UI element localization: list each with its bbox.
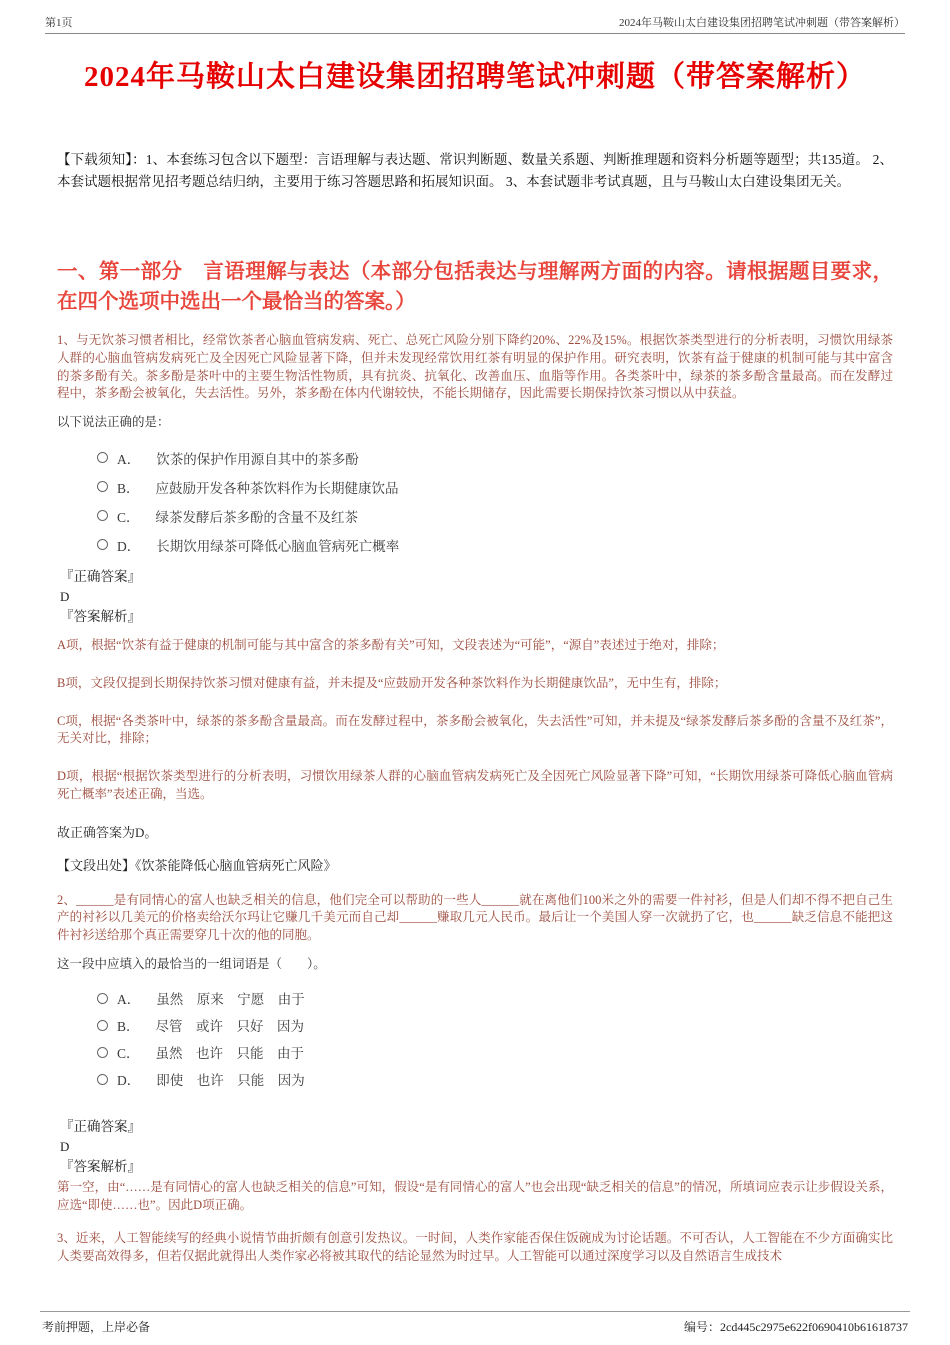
option-row-d[interactable] — [97, 1066, 893, 1093]
analysis-paragraph-b: B项，文段仅提到长期保持饮茶习惯对健康有益，并未提及“应鼓励开发各种茶饮料作为长期健康饮品”，无中生有，排除； — [57, 675, 727, 690]
option-label: B． — [117, 480, 140, 496]
option-row-b[interactable] — [97, 472, 893, 501]
radio-icon[interactable] — [97, 1074, 108, 1085]
radio-icon[interactable] — [97, 510, 108, 521]
option-text: 应鼓励开发各种茶饮料作为长期健康饮品 — [155, 480, 399, 496]
option-label: D． — [117, 538, 141, 554]
footer-serial-label: 编号： — [684, 1320, 721, 1334]
question-2 — [57, 892, 893, 1215]
question-2-prompt: 这一段中应填入的最恰当的一组词语是（ ）。 — [57, 956, 326, 971]
option-label: C． — [117, 509, 140, 525]
option-text: 绿茶发酵后茶多酚的含量不及红茶 — [155, 509, 359, 525]
question-3 — [57, 1230, 893, 1266]
option-label: B． — [117, 1019, 140, 1035]
option-text: 长期饮用绿茶可降低心脑血管病死亡概率 — [156, 538, 400, 554]
option-row-d[interactable] — [97, 530, 893, 559]
conclusion-line: 故正确答案为D。 — [57, 824, 158, 840]
analysis-label: 『答案解析』 — [60, 609, 141, 625]
question-1-prompt: 以下说法正确的是： — [57, 415, 170, 430]
correct-answer-label: 『正确答案』 — [60, 569, 141, 585]
question-3-body: 3、近来，人工智能续写的经典小说情节曲折颇有创意引发热议。一时间，人类作家能否保住饭碗成为讨论话题。不可否认，人工智能在不少方面确实比人类要高效得多，但若仅据此就得出人类作家必将被其取代的结论显然为时过早。人工智能可以通过深度学习以及自然语言生成技术 — [57, 1231, 893, 1264]
option-text: 虽然 原来 宁愿 由于 — [156, 992, 305, 1008]
radio-icon[interactable] — [97, 1047, 108, 1058]
question-1-answer-block — [57, 567, 893, 627]
analysis-paragraph-a: A项，根据“饮茶有益于健康的机制可能与其中富含的茶多酚有关”可知，文段表述为“可能”，“源自”表述过于绝对，排除； — [57, 638, 725, 653]
question-2-body: 2、______是有同情心的富人也缺乏相关的信息，他们完全可以帮助的一些人______就在离他们100米之外的需要一件衬衫，但是人们却不得不把自己生产的衬衫以几美元的价格卖给沃尔玛让它赚几千美元而自己却______赚取几元人民币。最后让一个美国人穿一次就扔了它，也______缺乏信息不能把这件衬衫送给那个真正需要穿几十次的他的同胞。 — [57, 892, 893, 943]
option-text: 尽管 或许 只好 因为 — [155, 1019, 305, 1035]
option-row-c[interactable] — [97, 1039, 893, 1066]
analysis-paragraph-d: D项，根据“根据饮茶类型进行的分析表明，习惯饮用绿茶人群的心脑血管病发病死亡及全因死亡风险显著下降”可知，“长期饮用绿茶可降低心脑血管病死亡概率”表述正确，当选。 — [57, 769, 893, 801]
correct-answer-label: 『正确答案』 — [60, 1118, 141, 1134]
header-running-title: 2024年马鞍山太白建设集团招聘笔试冲刺题（带答案解析） — [619, 17, 905, 29]
option-text: 虽然 也许 只能 由于 — [155, 1046, 305, 1062]
option-row-a[interactable] — [97, 985, 893, 1012]
header-divider — [45, 33, 905, 34]
question-2-answer-block — [57, 1117, 893, 1177]
radio-icon[interactable] — [97, 452, 108, 463]
radio-icon[interactable] — [97, 993, 108, 1004]
option-row-b[interactable] — [97, 1012, 893, 1039]
question-2-options — [57, 985, 893, 1093]
option-text: 即使 也许 只能 因为 — [156, 1073, 305, 1089]
footer-slogan: 考前押题，上岸必备 — [42, 1320, 151, 1334]
footer-divider — [40, 1311, 910, 1312]
question-1-body: 1、与无饮茶习惯者相比，经常饮茶者心脑血管病发病、死亡、总死亡风险分别下降约20%、22%及15%。根据饮茶类型进行的分析表明，习惯饮用绿茶人群的心脑血管病发病死亡及全因死亡风险显著下降，但并未发现经常饮用红茶有明显的保护作用。研究表明，饮茶有益于健康的机制可能与其中富含的茶多酚有关。茶多酚是茶叶中的主要生物活性物质，具有抗炎、抗氧化、改善血压、血脂等作用。各类茶叶中，绿茶的茶多酚含量最高。而在发酵过程中，茶多酚会被氧化，失去活性。另外，茶多酚在体内代谢较快，不能长期储存，因此需要长期保持饮茶习惯以从中获益。 — [57, 333, 893, 401]
page-number: 第1页 — [45, 17, 73, 29]
footer-serial — [684, 1318, 908, 1335]
correct-answer-value: D — [60, 589, 70, 605]
option-label: C． — [117, 1046, 140, 1062]
correct-answer-value: D — [60, 1138, 70, 1154]
analysis-paragraph: 第一空，由“……是有同情心的富人也缺乏相关的信息”可知，假设“是有同情心的富人”也会出现“缺乏相关的信息”的情况，所填词应表示让步假设关系，应选“即使……也”。因此D项正确。 — [57, 1179, 893, 1212]
footer-serial-value: 2cd445c2975e622f0690410b61618737 — [720, 1320, 908, 1334]
option-row-a[interactable] — [97, 443, 893, 472]
analysis-paragraph-c: C项，根据“各类茶叶中，绿茶的茶多酚含量最高。而在发酵过程中，茶多酚会被氧化，失去活性”可知，并未提及“绿茶发酵后茶多酚的含量不及红茶”，无关对比，排除； — [57, 713, 893, 746]
source-line: 【文段出处】《饮茶能降低心脑血管病死亡风险》 — [57, 857, 337, 873]
document-title: 2024年马鞍山太白建设集团招聘笔试冲刺题（带答案解析） — [83, 61, 866, 93]
radio-icon[interactable] — [97, 1020, 108, 1031]
question-1-options — [57, 443, 893, 559]
option-label: D． — [117, 1073, 141, 1089]
radio-icon[interactable] — [97, 539, 108, 550]
analysis-label: 『答案解析』 — [60, 1158, 141, 1174]
page-footer — [42, 1318, 908, 1335]
radio-icon[interactable] — [97, 481, 108, 492]
section-heading: 一、第一部分 言语理解与表达（本部分包括表达与理解两方面的内容。请根据题目要求，在四个选项中选出一个最恰当的答案。） — [57, 260, 893, 314]
option-label: A． — [117, 992, 141, 1008]
option-label: A． — [117, 451, 141, 467]
option-text: 饮茶的保护作用源自其中的茶多酚 — [156, 451, 359, 467]
download-notice: 【下载须知】：1、本套练习包含以下题型：言语理解与表达题、常识判断题、数量关系题、判断推理题和资料分析题等题型；共135道。 2、本套试题根据常见招考题总结归纳，主要用于练习答题思路和拓展知识面。 3、本套试题非考试真题，且与马鞍山太白建设集团无关。 — [57, 152, 893, 189]
page-header — [45, 14, 905, 33]
question-1 — [57, 332, 893, 874]
option-row-c[interactable] — [97, 501, 893, 530]
